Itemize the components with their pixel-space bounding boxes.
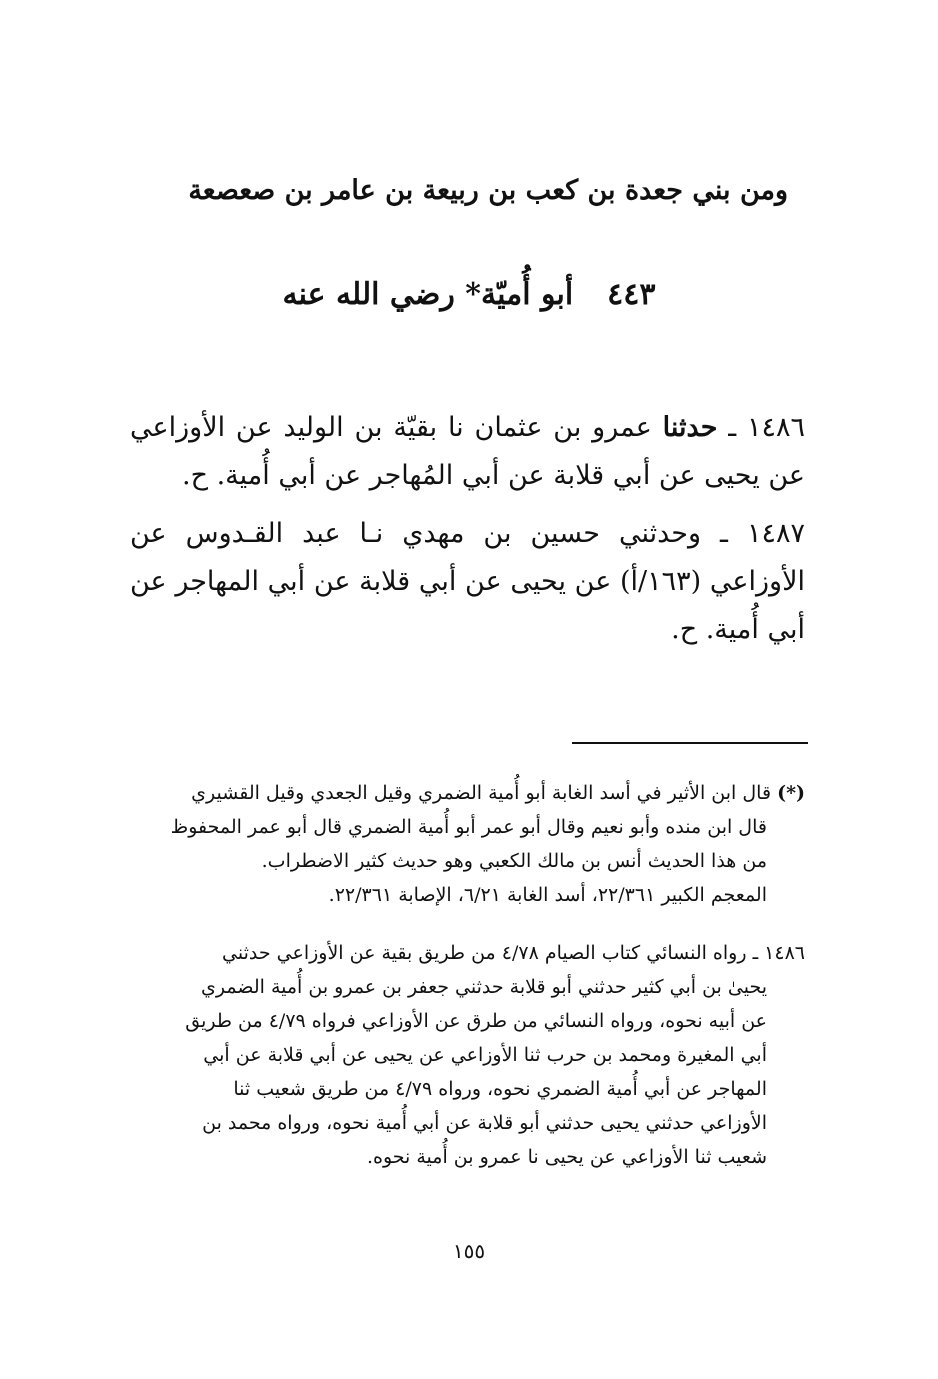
- footnote-separator: [572, 742, 808, 744]
- footnote-marker: (*): [777, 782, 805, 804]
- entry-number: ٤٤٣: [607, 277, 656, 312]
- footnote-line: شعيب ثنا الأوزاعي عن يحيى نا عمرو بن أُمية نحوه.: [366, 1146, 767, 1168]
- hadith-text: عمرو بن عثمان نا بقيّة بن الوليد عن الأوزاعي عن يحيى عن أبي قلابة عن أبي المُهاجر عن أبي أُمية. ح.: [130, 412, 805, 491]
- footnote-text: رواه النسائي كتاب الصيام ٤/٧٨ من طريق بقية عن الأوزاعي حدثني: [222, 942, 747, 964]
- section-heading: ومن بني جعدة بن كعب بن ربيعة بن عامر بن صعصعة: [188, 175, 788, 206]
- footnote-line: يحيىٰ بن أبي كثير حدثني أبو قلابة حدثني جعفر بن عمرو بن أُمية الضمري: [201, 976, 767, 998]
- hadith-lead: وحدثني: [618, 518, 702, 549]
- footnote-line: أبي المغيرة ومحمد بن حرب ثنا الأوزاعي عن يحيى عن أبي قلابة عن أبي: [203, 1044, 767, 1066]
- footnote-line: عن أبيه نحوه، ورواه النسائي من طرق عن الأوزاعي فرواه ٤/٧٩ من طريق: [185, 1010, 767, 1032]
- footnote-first-line: [130, 936, 805, 970]
- entry-heading: [0, 270, 938, 320]
- entry-title: أبو أُميّة* رضي الله عنه: [282, 277, 574, 312]
- footnote-marker: ١٤٨٦ ـ: [752, 942, 805, 964]
- hadith-1487: [130, 510, 805, 654]
- footnote-text: قال ابن الأثير في أسد الغابة أبو أُمية الضمري وقيل الجعدي وقيل القشيري: [191, 782, 772, 804]
- hadith-number: ١٤٨٦ ـ: [728, 412, 805, 443]
- footnote-first-line: [130, 776, 805, 810]
- hadith-text: حسين بن مهدي نـا عبد القـدوس عن الأوزاعي (١٦٣/أ) عن يحيى عن أبي قلابة عن أبي المهاجر عن أبي أُمية. ح.: [130, 518, 805, 645]
- hadith-number: ١٤٨٧ ـ: [720, 518, 805, 549]
- footnote-line: المعجم الكبير ٢٢/٣٦١، أسد الغابة ٦/٢١، الإصابة ٢٢/٣٦١.: [328, 884, 767, 906]
- hadith-1486: [130, 404, 805, 500]
- footnote-1486: [130, 936, 805, 1174]
- footnote-line: قال ابن منده وأبو نعيم وقال أبو عمر أبو أُمية الضمري قال أبو عمر المحفوظ: [170, 816, 767, 838]
- footnote-line: من هذا الحديث أنس بن مالك الكعبي وهو حديث كثير الاضطراب.: [261, 850, 767, 872]
- footnote-star: [130, 776, 805, 912]
- footnote-line: الأوزاعي حدثني يحيى حدثني أبو قلابة عن أبي أُمية نحوه، ورواه محمد بن: [202, 1112, 767, 1134]
- footnote-line: المهاجر عن أبي أُمية الضمري نحوه، ورواه ٤/٧٩ من طريق شعيب ثنا: [233, 1078, 767, 1100]
- page-number: ١٥٥: [452, 1239, 486, 1263]
- hadith-lead: حدثنا: [662, 412, 718, 443]
